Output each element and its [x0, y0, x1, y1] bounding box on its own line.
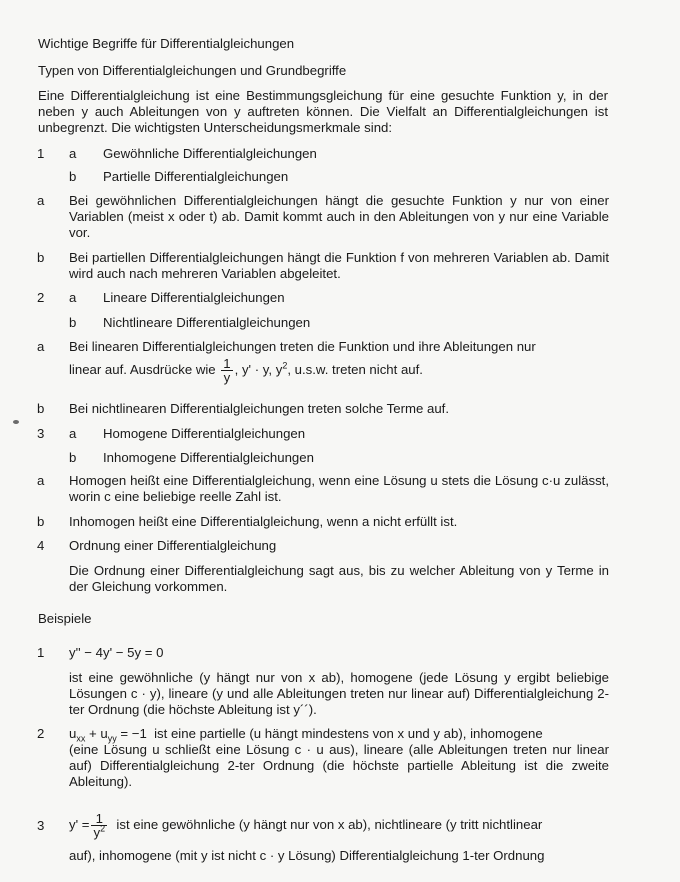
item-text: Partielle Differentialgleichungen [103, 169, 289, 184]
formula: y' = $\frac{1}{y^2}$ [69, 811, 106, 840]
example-text: ist eine gewöhnliche (y hängt nur von x ab), homogene (jede Lösung y ergibt beliebige Lösungen c · y), lineare (y und alle Ableitungen treten nur linear auf) Differentialgleichung 2-ter Ordnung (die höchste Ableitung ist y´´). [69, 670, 609, 717]
fraction-one-over-y: $\frac{1}{y}$ [223, 356, 231, 385]
item-letter: b [69, 315, 77, 330]
explanation-text: Homogen heißt eine Differentialgleichung, wenn eine Lösung u stets die Lösung c·u zulässt, worin c eine beliebige reelle Zahl ist. [69, 473, 609, 504]
explanation-text-line-2: linear auf. Ausdrücke wie $\frac{1}{y}$ , y' · y, $y^2$, u.s.w. treten nicht auf. [69, 356, 423, 385]
section-number: 2 [37, 290, 45, 305]
explanation-letter: a [37, 339, 45, 354]
explanation-letter: a [37, 193, 45, 208]
formula: $u_{xx} + u_{yy} = -1$ [69, 726, 147, 744]
explanation-text: Inhomogen heißt eine Differentialgleichung, wenn a nicht erfüllt ist. [69, 514, 458, 529]
item-text: Inhomogene Differentialgleichungen [103, 450, 314, 465]
item-letter: b [69, 169, 77, 184]
explanation-letter: b [37, 250, 45, 265]
example-text-line-2: (eine Lösung u schließt eine Lösung c · u aus), lineare (alle Ableitungen treten nur linear auf) Differentialgleichung 2-ter Ordnung (die höchste partielle Ableitung ist die zweite Ableitung). [69, 742, 609, 789]
section-number: 3 [37, 426, 45, 441]
example-number: 3 [37, 818, 45, 833]
explanation-text: Bei gewöhnlichen Differentialgleichungen hängt die gesuchte Funktion y nur von einer Variablen (meist x oder t) ab. Damit kommt auch in den Ableitungen von y nur eine Variable vor. [69, 193, 609, 240]
item-text: Gewöhnliche Differentialgleichungen [103, 146, 317, 161]
item-text: Lineare Differentialgleichungen [103, 290, 285, 305]
formula: y'' − 4y' − 5y = 0 [69, 645, 164, 660]
item-letter: a [69, 290, 77, 305]
example-text-line-2: auf), inhomogene (mit y ist nicht c · y Lösung) Differentialgleichung 1-ter Ordnung [69, 848, 545, 863]
scan-mark [13, 420, 19, 424]
explanation-letter: b [37, 401, 45, 416]
explanation-text-line-1: Bei linearen Differentialgleichungen treten die Funktion und ihre Ableitungen nur [69, 339, 536, 354]
item-text: Homogene Differentialgleichungen [103, 426, 306, 441]
explanation-letter: a [37, 473, 45, 488]
example-text-line-1: $u_{xx} + u_{yy} = -1$ ist eine partielle (u hängt mindestens von x und y ab), inhomogene [69, 726, 543, 744]
explanation-text: Die Ordnung einer Differentialgleichung sagt aus, bis zu welcher Ableitung von y Terme in der Gleichung vorkommen. [69, 563, 609, 594]
item-text: Nichtlineare Differentialgleichungen [103, 315, 311, 330]
example-number: 1 [37, 645, 45, 660]
section-number: 4 [37, 538, 45, 553]
examples-heading: Beispiele [38, 611, 92, 626]
explanation-text: Bei nichtlinearen Differentialgleichungen treten solche Terme auf. [69, 401, 449, 416]
section-subtitle: Typen von Differentialgleichungen und Grundbegriffe [38, 63, 347, 78]
item-letter: a [69, 426, 77, 441]
explanation-text: Bei partiellen Differentialgleichungen hängt die Funktion f von mehreren Variablen ab. Damit wird auch nach mehreren Variablen abgeleitet. [69, 250, 609, 281]
example-number: 2 [37, 726, 45, 741]
example-text-line-1: y' = $\frac{1}{y^2}$ ist eine gewöhnliche (y hängt nur von x ab), nichtlineare (y tritt nichtlinear [69, 811, 543, 840]
intro-paragraph: Eine Differentialgleichung ist eine Bestimmungsgleichung für eine gesuchte Funktion y, in der neben y auch Ableitungen von y auftreten können. Die Vielfalt an Differentialgleichungen ist unbegrenzt. Die wichtigsten Unterscheidungsmerkmale sind: [38, 88, 608, 135]
page-title: Wichtige Begriffe für Differentialgleichungen [38, 36, 295, 51]
section-title: Ordnung einer Differentialgleichung [69, 538, 277, 553]
explanation-letter: b [37, 514, 45, 529]
fraction-one-over-y-squared: $\frac{1}{y^2}$ [93, 811, 106, 840]
section-number: 1 [37, 146, 45, 161]
item-letter: a [69, 146, 77, 161]
item-letter: b [69, 450, 77, 465]
